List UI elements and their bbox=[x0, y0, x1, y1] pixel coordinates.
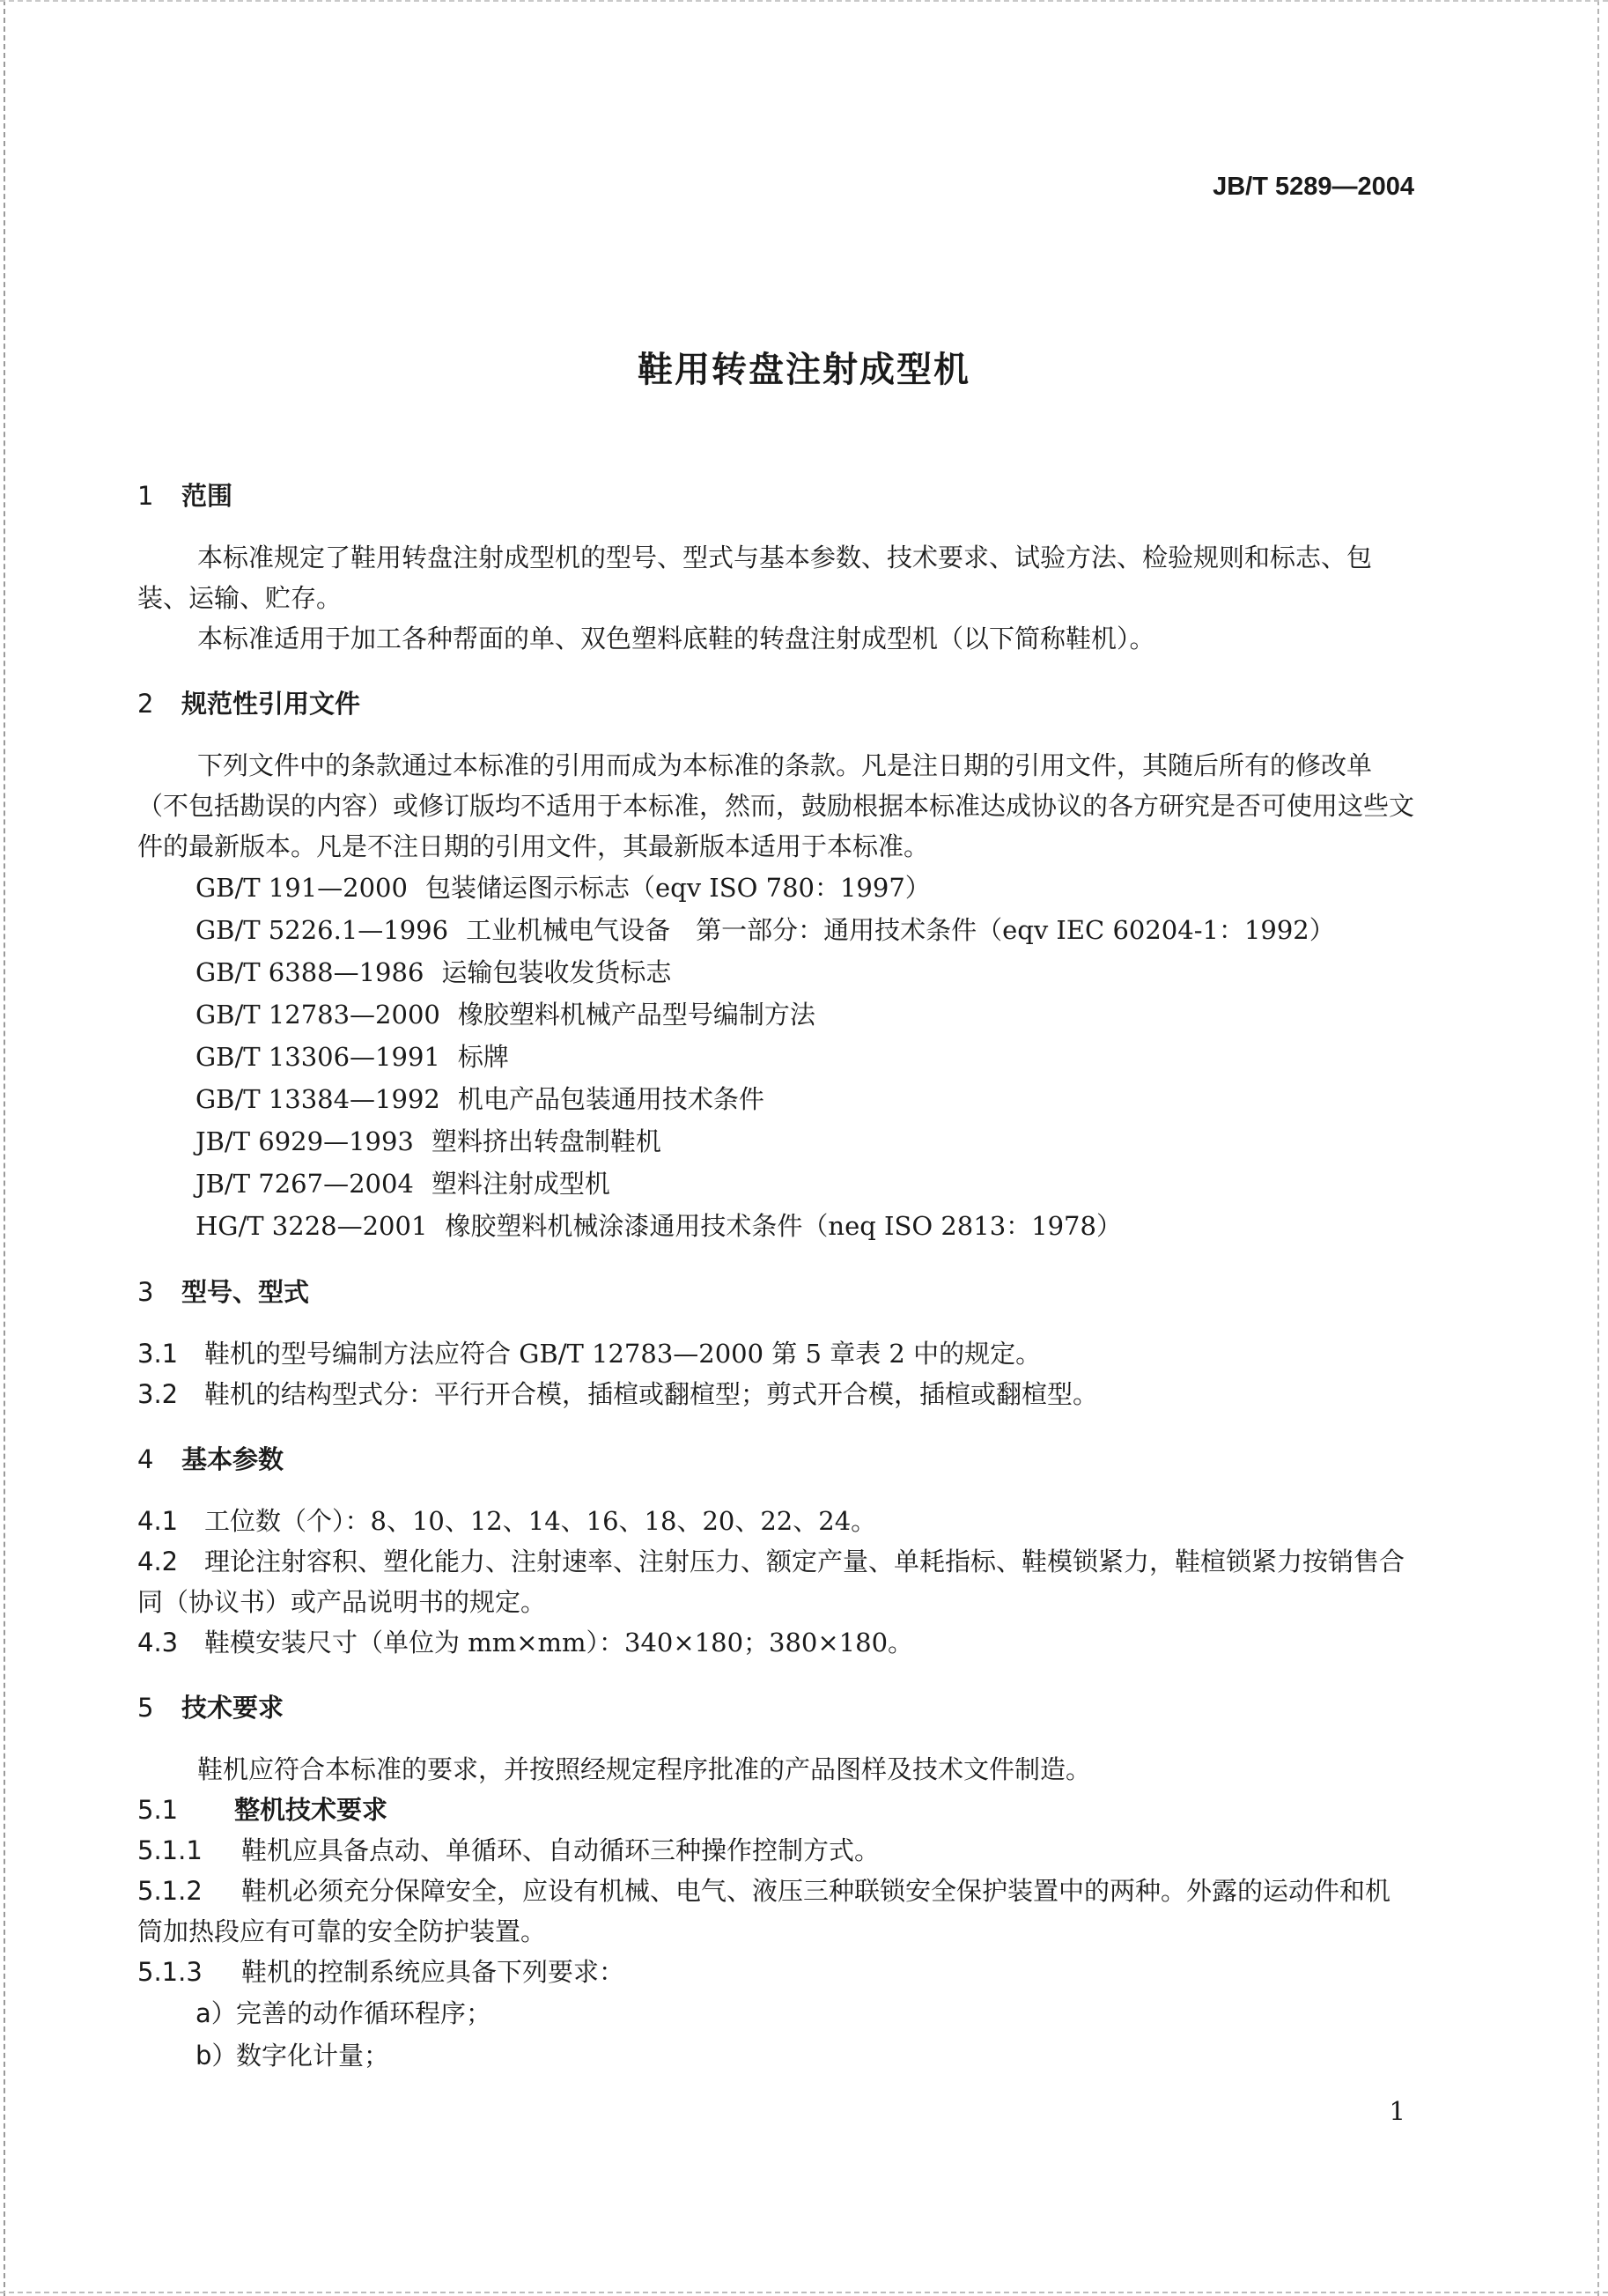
clause bbox=[137, 1501, 1414, 1541]
section-number: 3 bbox=[137, 1277, 154, 1307]
reference-item bbox=[137, 1163, 1414, 1205]
reference-title: 标牌 bbox=[457, 1042, 509, 1072]
reference-item bbox=[137, 867, 1414, 909]
reference-item bbox=[137, 1078, 1414, 1120]
section-title: 规范性引用文件 bbox=[181, 689, 361, 719]
section-heading-normative-references bbox=[137, 683, 1414, 724]
clause-number: 3.2 bbox=[137, 1379, 179, 1409]
clause-number: 3.1 bbox=[137, 1339, 179, 1369]
reference-item bbox=[137, 993, 1414, 1036]
clause bbox=[137, 1952, 1414, 1992]
reference-title: 橡胶塑料机械产品型号编制方法 bbox=[457, 1000, 815, 1030]
section-title: 基本参数 bbox=[181, 1444, 284, 1474]
section-number: 1 bbox=[137, 481, 154, 511]
clause-number: 5.1.3 bbox=[137, 1957, 203, 1987]
reference-code: GB/T 6388—1986 bbox=[195, 957, 424, 987]
reference-code: JB/T 7267—2004 bbox=[195, 1169, 414, 1199]
section-number: 4 bbox=[137, 1444, 154, 1474]
section-heading-technical-requirements bbox=[137, 1687, 1414, 1728]
clause-number: 4.1 bbox=[137, 1506, 179, 1536]
section-heading-basic-parameters bbox=[137, 1439, 1414, 1480]
clause-number: 4.3 bbox=[137, 1628, 179, 1657]
reference-code: GB/T 12783—2000 bbox=[195, 1000, 440, 1030]
reference-title: 塑料注射成型机 bbox=[431, 1169, 610, 1199]
subsection-heading bbox=[137, 1790, 1414, 1830]
reference-code: HG/T 3228—2001 bbox=[195, 1211, 428, 1241]
reference-item bbox=[137, 951, 1414, 993]
section-title: 型号、型式 bbox=[181, 1277, 310, 1307]
reference-code: JB/T 6929—1993 bbox=[195, 1126, 414, 1156]
clause-text: 鞋机的控制系统应具备下列要求： bbox=[241, 1957, 625, 1987]
reference-item bbox=[137, 909, 1414, 951]
page-number: 1 bbox=[1389, 2096, 1405, 2126]
document-title: 鞋用转盘注射成型机 bbox=[638, 350, 970, 390]
clause-number: 5.1.1 bbox=[137, 1835, 203, 1865]
clause bbox=[137, 1374, 1414, 1414]
reference-item bbox=[137, 1036, 1414, 1078]
standard-code: JB/T 5289—2004 bbox=[1213, 173, 1414, 201]
list-text: 数字化计量； bbox=[236, 2041, 390, 2071]
clause-text: 鞋机应具备点动、单循环、自动循环三种操作控制方式。 bbox=[241, 1835, 881, 1865]
reference-title: 橡胶塑料机械涂漆通用技术条件（neq ISO 2813：1978） bbox=[445, 1211, 1122, 1241]
clause-text: 鞋机的结构型式分：平行开合模，插楦或翻楦型；剪式开合模，插楦或翻楦型。 bbox=[204, 1379, 1099, 1409]
paragraph: 下列文件中的条款通过本标准的引用而成为本标准的条款。凡是注日期的引用文件，其随后所有的修改单（不包括勘误的内容）或修订版均不适用于本标准，然而，鼓励根据本标准达成协议的各方研究是否可使用这些文件的最新版本。凡是不注日期的引用文件，其最新版本适用于本标准。 bbox=[137, 750, 1415, 861]
clause bbox=[137, 1830, 1414, 1871]
clause bbox=[137, 1871, 1414, 1952]
clause bbox=[137, 1333, 1414, 1374]
reference-item bbox=[137, 1120, 1414, 1163]
reference-code: GB/T 13384—1992 bbox=[195, 1084, 440, 1114]
clause-number: 5.1.2 bbox=[137, 1876, 203, 1906]
section-title: 范围 bbox=[181, 481, 233, 511]
section-number: 5 bbox=[137, 1693, 154, 1723]
clause bbox=[137, 1622, 1414, 1663]
subsection-number: 5.1 bbox=[137, 1795, 179, 1825]
reference-code: GB/T 5226.1—1996 bbox=[195, 915, 449, 945]
section-number: 2 bbox=[137, 689, 154, 719]
clause bbox=[137, 1541, 1414, 1622]
document-body bbox=[137, 476, 1414, 2077]
clause-text: 鞋模安装尺寸（单位为 mm×mm）：340×180；380×180。 bbox=[204, 1628, 914, 1657]
list-marker: a） bbox=[195, 1998, 237, 2028]
clause-text: 工位数（个）：8、10、12、14、16、18、20、22、24。 bbox=[204, 1506, 877, 1536]
reference-title: 工业机械电气设备 第一部分：通用技术条件（eqv IEC 60204-1：1992） bbox=[466, 915, 1335, 945]
paragraph: 鞋机应符合本标准的要求，并按照经规定程序批准的产品图样及技术文件制造。 bbox=[197, 1754, 1092, 1784]
reference-title: 包装储运图示标志（eqv ISO 780：1997） bbox=[424, 873, 931, 903]
reference-code: GB/T 13306—1991 bbox=[195, 1042, 440, 1072]
list-item bbox=[137, 2034, 1414, 2077]
reference-code: GB/T 191—2000 bbox=[195, 873, 408, 903]
clause-text: 鞋机的型号编制方法应符合 GB/T 12783—2000 第 5 章表 2 中的规定。 bbox=[204, 1339, 1042, 1369]
reference-item bbox=[137, 1205, 1414, 1247]
clause-number: 4.2 bbox=[137, 1547, 179, 1576]
clause-text: 理论注射容积、塑化能力、注射速率、注射压力、额定产量、单耗指标、鞋模锁紧力，鞋楦锁紧力按销售合同（协议书）或产品说明书的规定。 bbox=[137, 1547, 1405, 1617]
section-heading-scope bbox=[137, 476, 1414, 516]
paragraph: 本标准适用于加工各种帮面的单、双色塑料底鞋的转盘注射成型机（以下简称鞋机）。 bbox=[197, 624, 1155, 653]
reference-title: 机电产品包装通用技术条件 bbox=[457, 1084, 764, 1114]
clause-text: 鞋机必须充分保障安全，应设有机械、电气、液压三种联锁安全保护装置中的两种。外露的运动件和机筒加热段应有可靠的安全防护装置。 bbox=[137, 1876, 1391, 1946]
subsection-title: 整机技术要求 bbox=[234, 1795, 388, 1825]
paragraph: 本标准规定了鞋用转盘注射成型机的型号、型式与基本参数、技术要求、试验方法、检验规则和标志、包装、运输、贮存。 bbox=[137, 543, 1373, 613]
section-heading-model-type bbox=[137, 1272, 1414, 1312]
list-item bbox=[137, 1992, 1414, 2034]
section-title: 技术要求 bbox=[181, 1693, 284, 1723]
reference-title: 塑料挤出转盘制鞋机 bbox=[431, 1126, 661, 1156]
list-text: 完善的动作循环程序； bbox=[236, 1998, 492, 2028]
list-marker: b） bbox=[195, 2041, 238, 2071]
reference-title: 运输包装收发货标志 bbox=[441, 957, 672, 987]
